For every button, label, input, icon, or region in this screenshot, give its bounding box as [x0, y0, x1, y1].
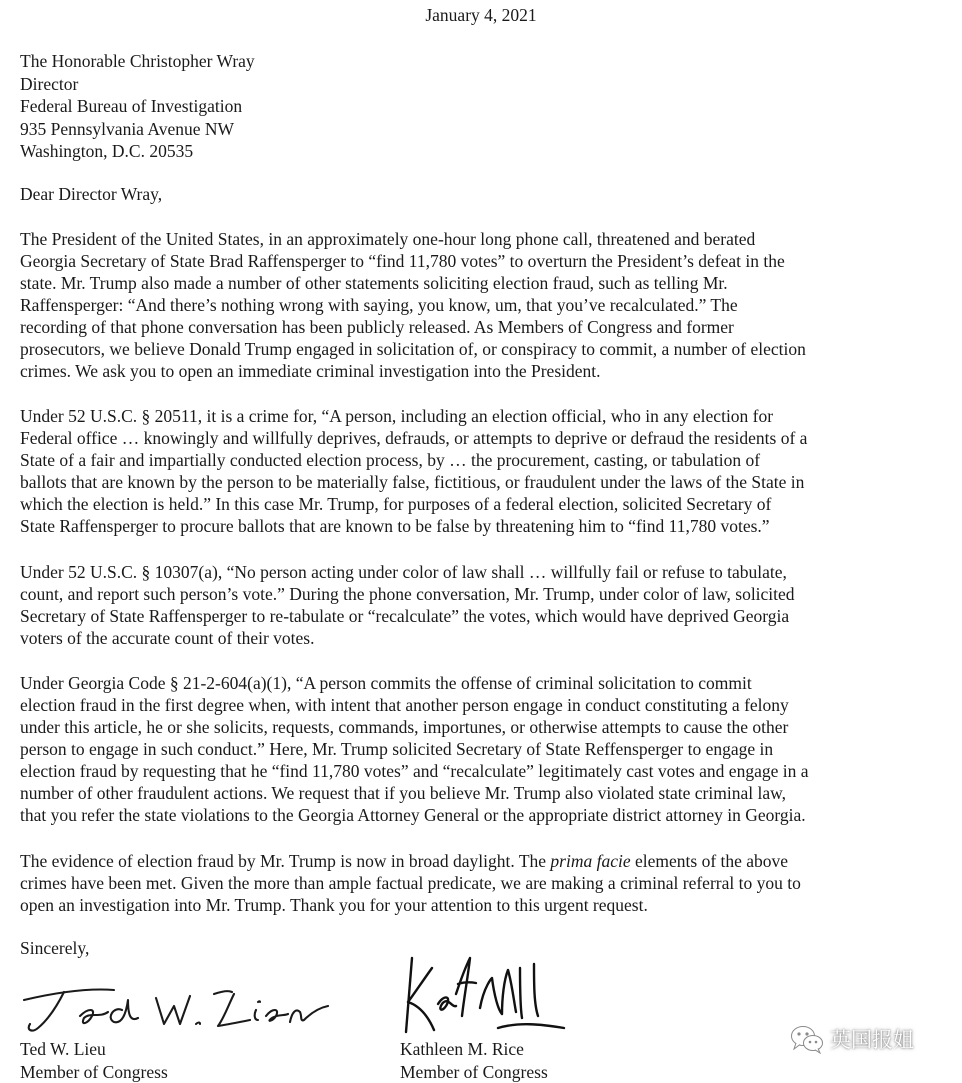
watermark-text: 英国报姐 — [830, 1028, 914, 1052]
paragraph-line: number of other fraudulent actions. We request that if you believe Mr. Trump also violated state criminal law, — [20, 783, 786, 803]
signature-rice — [398, 950, 568, 1042]
paragraph-line: State Raffensperger to procure ballots that are known to be false by threatening him to “find 11,780 votes.” — [20, 516, 770, 536]
salutation: Dear Director Wray, — [20, 184, 163, 204]
signer-name: Kathleen M. Rice — [400, 1039, 524, 1059]
paragraph-line: State of a fair and impartially conducted election process, by … the procurement, casting, or tabulation of — [20, 450, 761, 470]
signer-lieu — [20, 1038, 168, 1083]
paragraph-line: Under Georgia Code § 21-2-604(a)(1), “A person commits the offense of criminal solicitation to commit — [20, 673, 752, 693]
paragraph-line: Under 52 U.S.C. § 10307(a), “No person acting under color of law shall … willfully fail or refuse to tabulate, — [20, 562, 787, 582]
letter-date: January 4, 2021 — [425, 5, 537, 25]
paragraph-line: Secretary of State Raffensperger to re-tabulate or “recalculate” the votes, which would have deprived Georgia — [20, 606, 790, 626]
recipient-line: Director — [20, 73, 79, 94]
recipient-line: Washington, D.C. 20535 — [20, 141, 194, 161]
paragraph-line: The President of the United States, in an approximately one-hour long phone call, threatened and berated — [20, 229, 756, 249]
recipient-line: The Honorable Christopher Wray — [20, 51, 255, 71]
recipient-line: 935 Pennsylvania Avenue NW — [20, 118, 235, 139]
signer-title: Member of Congress — [400, 1061, 548, 1082]
paragraph-line: recording of that phone conversation has been publicly released. As Members of Congress and former — [20, 317, 734, 337]
signer-rice — [400, 1038, 548, 1083]
signature-lieu — [18, 978, 338, 1040]
paragraph-20511 — [20, 405, 950, 537]
recipient-line: Federal Bureau of Investigation — [20, 96, 243, 116]
recipient-address — [20, 50, 255, 163]
signer-name: Ted W. Lieu — [20, 1039, 106, 1059]
italic-phrase: prima facie — [550, 851, 631, 871]
paragraph-line: crimes. We ask you to open an immediate criminal investigation into the President. — [20, 361, 601, 381]
paragraph-line: Federal office … knowingly and willfully deprives, defrauds, or attempts to deprive or defraud the residents of a — [20, 428, 808, 448]
paragraph-line: Raffensperger: “And there’s nothing wrong with saying, you know, um, that you’ve recalculated.” The — [20, 295, 738, 315]
paragraph-line — [20, 850, 950, 872]
paragraph-line: election fraud in the first degree when, with intent that another person engage in conduct constituting a felony — [20, 695, 789, 715]
paragraph-10307 — [20, 561, 950, 649]
paragraph-text: The evidence of election fraud by Mr. Trump is now in broad daylight. The — [20, 851, 551, 871]
paragraph-line: under this article, he or she solicits, requests, commands, importunes, or otherwise attempts to cause the other — [20, 717, 789, 737]
paragraph-line: Georgia Secretary of State Brad Raffensperger to “find 11,780 votes” to overturn the President’s defeat in the — [20, 251, 785, 271]
paragraph-line: open an investigation into Mr. Trump. Thank you for your attention to this urgent request. — [20, 895, 648, 915]
paragraph-line: state. Mr. Trump also made a number of other statements soliciting election fraud, such as telling Mr. — [20, 273, 728, 293]
closing: Sincerely, — [20, 938, 90, 958]
wechat-icon — [790, 1024, 824, 1054]
paragraph-georgia-code — [20, 672, 950, 826]
paragraph-line: count, and report such person’s vote.” During the phone conversation, Mr. Trump, under color of law, solicited — [20, 584, 795, 604]
paragraph-line: person to engage in such conduct.” Here, Mr. Trump solicited Secretary of State Reffensperger to engage in — [20, 739, 774, 759]
paragraph-text: elements of the above — [630, 851, 789, 871]
paragraph-line: ballots that are known by the person to be materially false, fictitious, or fraudulent under the laws of the State in — [20, 472, 805, 492]
paragraph-line: prosecutors, we believe Donald Trump engaged in solicitation of, or conspiracy to commit, a number of election — [20, 339, 806, 359]
signer-title: Member of Congress — [20, 1061, 168, 1082]
paragraph-line: Under 52 U.S.C. § 20511, it is a crime for, “A person, including an election official, who in any election for — [20, 406, 774, 426]
paragraph-line: which the election is held.” In this case Mr. Trump, for purposes of a federal election, solicited Secretary of — [20, 494, 772, 514]
paragraph-line: crimes have been met. Given the more than ample factual predicate, we are making a criminal referral to you to — [20, 873, 801, 893]
watermark — [790, 1024, 914, 1054]
paragraph-line: election fraud by requesting that he “find 11,780 votes” and “recalculate” legitimately cast votes and engage in a — [20, 761, 809, 781]
paragraph-line: voters of the accurate count of their votes. — [20, 628, 315, 648]
paragraph-conclusion — [20, 850, 950, 916]
paragraph-line: that you refer the state violations to the Georgia Attorney General or the appropriate district attorney in Georgia. — [20, 805, 806, 825]
paragraph-intro — [20, 228, 950, 382]
